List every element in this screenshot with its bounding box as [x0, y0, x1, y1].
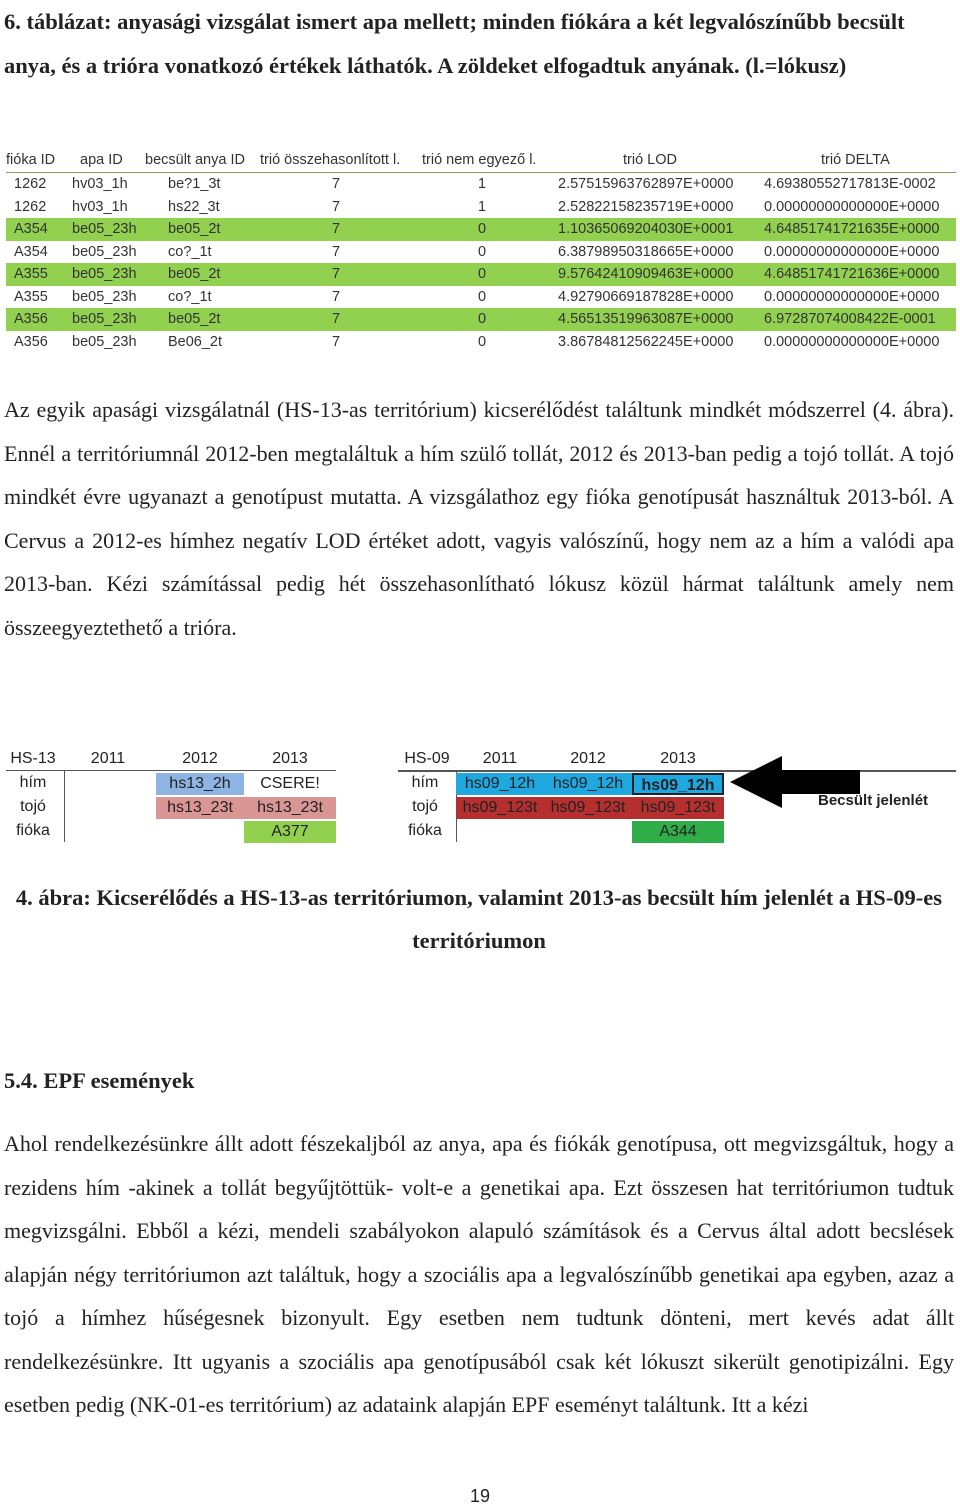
table-cell: be05_2t	[168, 266, 221, 282]
year-label: 2012	[544, 748, 632, 771]
swap-cell: CSERE!	[260, 775, 320, 792]
paragraph-1: Az egyik apasági vizsgálatnál (HS-13-as territórium) kicserélődést találtunk mindkét módszerrel (4. ábra). Ennél a territóriumnál 2012-ben megtaláltuk a hím szülő tollát, 2012 és 2013-ban pedig a tojó tollát. A tojó mindkét évre ugyanazt a genotípust mutatta. A vizsgálathoz egy fióka genotípusát használtuk 2013-ból. A Cervus a 2012-es hímhez negatív LOD értéket adott, vagyis valószínű, hogy nem az a hím a valódi apa 2013-ban. Kézi számítással pedig hét összehasonlítható lókusz közül hármat találtunk amely nem összeegyeztethető a trióra.	[4, 397, 954, 640]
table-cell: co?_1t	[168, 288, 212, 305]
table-cell: 1262	[14, 176, 47, 192]
table-cell: be05_23h	[72, 311, 137, 327]
col-header: becsült anya ID	[145, 152, 245, 168]
table-row	[6, 286, 956, 309]
table-cell: A355	[14, 288, 48, 305]
table-cell: be05_23h	[72, 266, 137, 282]
table-cell: 0.00000000000000E+0000	[764, 288, 940, 305]
table-cell: hv03_1h	[72, 176, 128, 192]
table-cell: be05_2t	[168, 221, 221, 237]
table-cell: co?_1t	[168, 243, 212, 260]
table-cell: A355	[14, 266, 48, 282]
table-cell: A354	[14, 243, 48, 260]
male-cell: hs09_12h	[456, 773, 544, 795]
table-cell: 4.64851741721636E+0000	[764, 266, 940, 282]
table-cell: 1.10365069204030E+0001	[558, 221, 734, 237]
page-number: 19	[469, 1486, 491, 1506]
figure-caption: 4. ábra: Kicserélődés a HS-13-as territóriumon, valamint 2013-as becsült hím jelenlét a HS-09-es territóriumon	[15, 885, 943, 953]
table-cell: 7	[332, 311, 341, 327]
table-cell: 0	[478, 243, 487, 260]
table-cell: 0	[478, 333, 487, 350]
table-cell: 7	[332, 198, 341, 215]
table-cell: 7	[332, 221, 341, 237]
male-cell: hs09_12h	[544, 773, 632, 795]
estimated-male-cell: hs09_12h	[632, 773, 724, 795]
table-row	[6, 308, 956, 331]
table-cell: be05_2t	[168, 311, 221, 327]
table-cell: be05_23h	[72, 243, 137, 260]
col-header: trió nem egyező l.	[422, 152, 537, 168]
female-cell: hs13_23t	[156, 797, 244, 819]
table-cell: 7	[332, 288, 341, 305]
table-cell: 3.86784812562245E+0000	[558, 333, 734, 350]
table-cell: 0.00000000000000E+0000	[764, 243, 940, 260]
table-cell: 7	[332, 243, 341, 260]
male-cell: hs13_2h	[156, 773, 244, 795]
female-cell: hs09_123t	[544, 797, 632, 819]
col-header: fióka ID	[6, 152, 56, 168]
female-cell: hs09_123t	[456, 797, 544, 819]
row-label-fioka: fióka	[16, 822, 50, 839]
territory-label: HS-13	[6, 748, 60, 771]
table-cell: 2.52822158235719E+0000	[558, 198, 734, 215]
table-row	[6, 241, 956, 264]
table-cell: 6.38798950318665E+0000	[558, 243, 734, 260]
table-cell: 1	[478, 176, 487, 192]
table-cell: 1	[478, 198, 487, 215]
table-cell: 7	[332, 333, 341, 350]
table-cell: 6.97287074008422E-0001	[764, 311, 936, 327]
table-row	[6, 218, 956, 241]
table-cell: 4.69380552717813E-0002	[764, 176, 936, 192]
year-label: 2012	[156, 748, 244, 771]
col-header: trió DELTA	[821, 152, 890, 168]
table-cell: 7	[332, 266, 341, 282]
figure-hs13	[6, 748, 336, 842]
table-cell: 9.57642410909463E+0000	[558, 266, 734, 282]
table-row	[6, 331, 956, 354]
row-label-tojo: tojó	[20, 798, 46, 815]
year-label: 2011	[456, 748, 544, 771]
table-cell: A356	[14, 333, 48, 350]
row-label-him: hím	[19, 774, 47, 791]
row-label-him: hím	[411, 774, 439, 791]
table-cell: A354	[14, 221, 48, 237]
year-label: 2013	[244, 748, 336, 771]
table-cell: 4.56513519963087E+0000	[558, 311, 734, 327]
table-cell: be?1_3t	[168, 176, 221, 192]
row-label-tojo: tojó	[412, 798, 438, 815]
chick-cell: A377	[244, 821, 336, 843]
table-cell: 4.92790669187828E+0000	[558, 288, 734, 305]
table-cell: be05_23h	[72, 221, 137, 237]
year-label: 2011	[60, 748, 156, 771]
table-cell: 7	[332, 176, 341, 192]
female-cell: hs13_23t	[244, 797, 336, 819]
row-label-fioka: fióka	[408, 822, 442, 839]
table-cell: be05_23h	[72, 288, 137, 305]
maternity-table	[6, 150, 956, 353]
female-cell: hs09_123t	[632, 797, 724, 819]
table-cell: Be06_2t	[168, 333, 223, 350]
territory-label: HS-09	[398, 748, 456, 771]
section-title: 5.4. EPF események	[4, 1068, 195, 1093]
arrow-label: Becsült jelenlét	[818, 792, 929, 809]
table-cell: 1262	[14, 198, 47, 215]
table-row	[6, 263, 956, 286]
table-cell: 0	[478, 288, 487, 305]
chick-cell: A344	[632, 821, 724, 843]
table-cell: hv03_1h	[72, 198, 128, 215]
table-cell: 0.00000000000000E+0000	[764, 198, 940, 215]
table-header	[6, 150, 956, 173]
table-cell: 0	[478, 221, 487, 237]
table-cell: 0	[478, 311, 487, 327]
table-cell: A356	[14, 311, 48, 327]
table-row	[6, 196, 956, 219]
table-cell: 0.00000000000000E+0000	[764, 333, 940, 350]
table-cell: be05_23h	[72, 333, 137, 350]
table-cell: 2.57515963762897E+0000	[558, 176, 734, 192]
col-header: trió összehasonlított l.	[260, 152, 401, 168]
paragraph-2: Ahol rendelkezésünkre állt adott fészekaljból az anya, apa és fiókák genotípusa, ott megvizsgáltuk, hogy a rezidens hím -akinek a tollát begyűjtöttük- volt-e a genetikai apa. Ezt összesen hat territóriumon tudtuk megvizsgálni. Ebből a kézi, mendeli szabályokon alapuló számítások és a Cervus által adott becslések alapján négy territóriumon azt találtuk, hogy a szociális apa a legvalószínűbb genetikai apa egyben, azaz a tojó a hímhez hűségesnek bizonyult. Egy esetben nem tudtunk dönteni, mert kevés adat állt rendelkezésünkre. Itt ugyanis a szociális apa genotípusából csak két lókuszt sikerült genotipizálni. Egy esetben pedig (NK-01-es territórium) az adataink alapján EPF eseményt találtunk. Itt a kézi	[4, 1131, 954, 1417]
table-cell: 0	[478, 266, 487, 282]
table-caption: 6. táblázat: anyasági vizsgálat ismert apa mellett; minden fiókára a két legvalószínűbb becsült anya, és a trióra vonatkozó értékek láthatók. A zöldeket elfogadtuk anyának. (l.=lókusz)	[4, 9, 905, 78]
year-label: 2013	[632, 748, 724, 771]
col-header: apa ID	[80, 152, 123, 168]
table-row	[6, 173, 956, 196]
table-cell: 4.64851741721635E+0000	[764, 221, 940, 237]
col-header: trió LOD	[623, 152, 677, 168]
figure-hs09	[398, 748, 956, 842]
table-cell: hs22_3t	[168, 198, 220, 215]
